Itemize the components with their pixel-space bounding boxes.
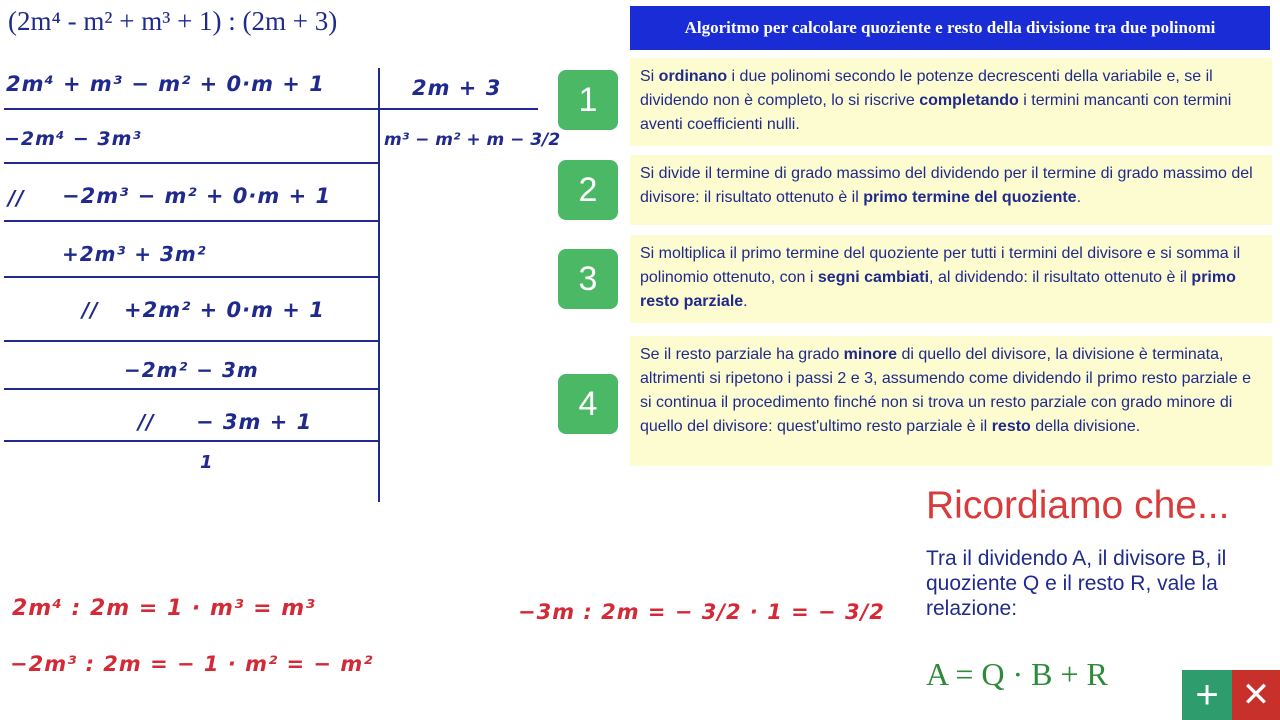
subtract-row-1: −2m⁴ − 3m³ (4, 128, 142, 150)
row-line-7 (4, 440, 378, 442)
step-3-text: Si moltiplica il primo termine del quoziente per tutti i termini del divisore e si somma il polinomio ottenuto, con i segni cambiati, al dividendo: il risultato ottenuto è il primo resto parziale. (630, 235, 1272, 323)
red-calc-1: 2m⁴ : 2m = 1 · m³ = m³ (12, 596, 316, 621)
row-line-2 (4, 162, 378, 164)
division-formula: A = Q · B + R (926, 656, 1108, 692)
cancel-mark-3: // (138, 410, 155, 434)
division-divider-line (380, 108, 538, 110)
step-badge-1: 1 (558, 70, 618, 130)
row-line-6 (4, 388, 378, 390)
quotient-handwritten: m³ − m² + m − 3/2 (384, 130, 561, 150)
partial-remainder-1: −2m³ − m² + 0·m + 1 (62, 184, 332, 208)
plus-button[interactable]: + (1182, 670, 1232, 720)
final-remainder-row: − 3m + 1 (196, 410, 313, 434)
subtract-row-3: −2m² − 3m (124, 358, 259, 382)
step-4-text: Se il resto parziale ha grado minore di quello del divisore, la divisione è terminata, altrimenti si ripetono i passi 2 e 3, assumendo come dividendo il primo resto parziale e si continua il procedimento finché non si trova un resto parziale con grado minore di quello del divisore: quest'ultimo resto parziale è il resto della divisione. (630, 336, 1272, 466)
dividend-handwritten: 2m⁴ + m³ − m² + 0·m + 1 (6, 72, 325, 96)
step-badge-3: 3 (558, 249, 618, 309)
subtract-row-2: +2m³ + 3m² (62, 242, 207, 266)
red-calc-2: −2m³ : 2m = − 1 · m² = − m² (10, 652, 374, 676)
partial-remainder-2: +2m² + 0·m + 1 (124, 298, 325, 322)
row-line-1 (4, 108, 378, 110)
step-1-text: Si ordinano i due polinomi secondo le potenze decrescenti della variabile e, se il dividendo non è completo, lo si riscrive completando i termini mancanti con termini aventi coefficienti nulli. (630, 58, 1272, 146)
close-button[interactable]: ✕ (1232, 670, 1280, 720)
division-vertical-line (378, 68, 380, 502)
algorithm-title: Algoritmo per calcolare quoziente e resto della divisione tra due polinomi (630, 6, 1270, 50)
row-line-5 (4, 340, 378, 342)
divisor-handwritten: 2m + 3 (412, 76, 502, 100)
remember-text: Tra il dividendo A, il divisore B, il quoziente Q e il resto R, vale la relazione: (926, 547, 1227, 620)
red-calc-3: −3m : 2m = − 3/2 · 1 = − 3/2 (518, 600, 885, 624)
cancel-mark-2: // (82, 298, 99, 322)
step-2-text: Si divide il termine di grado massimo del dividendo per il termine di grado massimo del divisore: il risultato ottenuto è il primo termine del quoziente. (630, 155, 1272, 225)
row-line-3 (4, 220, 378, 222)
step-badge-2: 2 (558, 160, 618, 220)
remember-title: Ricordiamo che... (926, 484, 1230, 527)
problem-statement: (2m⁴ - m² + m³ + 1) : (2m + 3) (8, 6, 338, 36)
remainder-partial-write: 1 (200, 452, 214, 473)
step-badge-4: 4 (558, 374, 618, 434)
row-line-4 (4, 276, 378, 278)
cancel-mark-1: // (8, 186, 25, 210)
